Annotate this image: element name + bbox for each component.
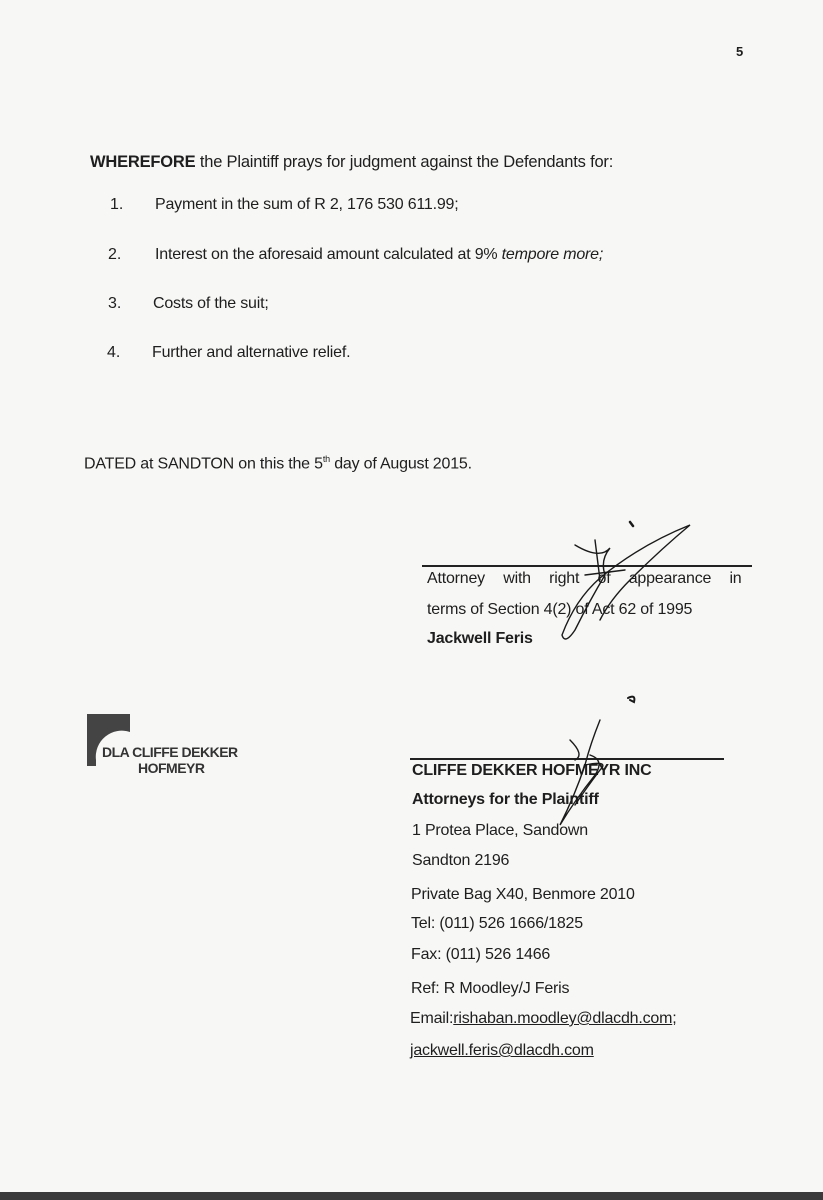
- email-label: Email:: [410, 1010, 454, 1027]
- prayer-text-italic: tempore more;: [501, 246, 604, 263]
- email-link-2[interactable]: jackwell.feris@dlacdh.com: [410, 1042, 594, 1059]
- email-link-1[interactable]: rishaban.moodley@dlacdh.com: [453, 1010, 673, 1027]
- dated-pre: DATED at SANDTON on this the 5: [84, 455, 323, 473]
- attorney-line1-text: Attorney with right of appearance in: [427, 570, 742, 587]
- prayer-text: Payment in the sum of R 2, 176 530 611.99;: [155, 196, 459, 213]
- firm-name: CLIFFE DEKKER HOFMEYR INC: [412, 762, 652, 779]
- prayer-number: 4.: [107, 344, 121, 361]
- logo-line2: HOFMEYR: [138, 760, 205, 776]
- intro-text: the Plaintiff prays for judgment against the Defendants for:: [195, 153, 614, 171]
- dated-post: day of August 2015.: [329, 455, 472, 473]
- page-number: 5: [736, 44, 744, 59]
- dated-sup: th: [322, 454, 330, 464]
- attorney-line2: terms of Section 4(2) of Act 62 of 1995: [427, 601, 693, 618]
- prayer-number: 2.: [108, 246, 122, 263]
- prayer-text-main: Interest on the aforesaid amount calculated at 9%: [155, 246, 502, 263]
- logo-line1: DLA CLIFFE DEKKER: [102, 744, 238, 760]
- prayer-text: Further and alternative relief.: [152, 344, 351, 361]
- firm-fax: Fax: (011) 526 1466: [411, 946, 551, 963]
- firm-address2: Sandton 2196: [412, 852, 510, 869]
- prayer-number: 3.: [108, 295, 122, 312]
- firm-role: Attorneys for the Plaintiff: [412, 791, 599, 808]
- prayer-number: 1.: [110, 196, 124, 213]
- firm-ref: Ref: R Moodley/J Feris: [411, 980, 570, 997]
- firm-tel: Tel: (011) 526 1666/1825: [411, 915, 583, 932]
- prayer-text: Costs of the suit;: [153, 295, 269, 312]
- firm-address3: Private Bag X40, Benmore 2010: [411, 886, 635, 903]
- email-separator: ;: [672, 1010, 677, 1027]
- firm-address1: 1 Protea Place, Sandown: [412, 822, 588, 839]
- attorney-name: Jackwell Feris: [427, 630, 533, 647]
- intro-bold: WHEREFORE: [90, 153, 196, 171]
